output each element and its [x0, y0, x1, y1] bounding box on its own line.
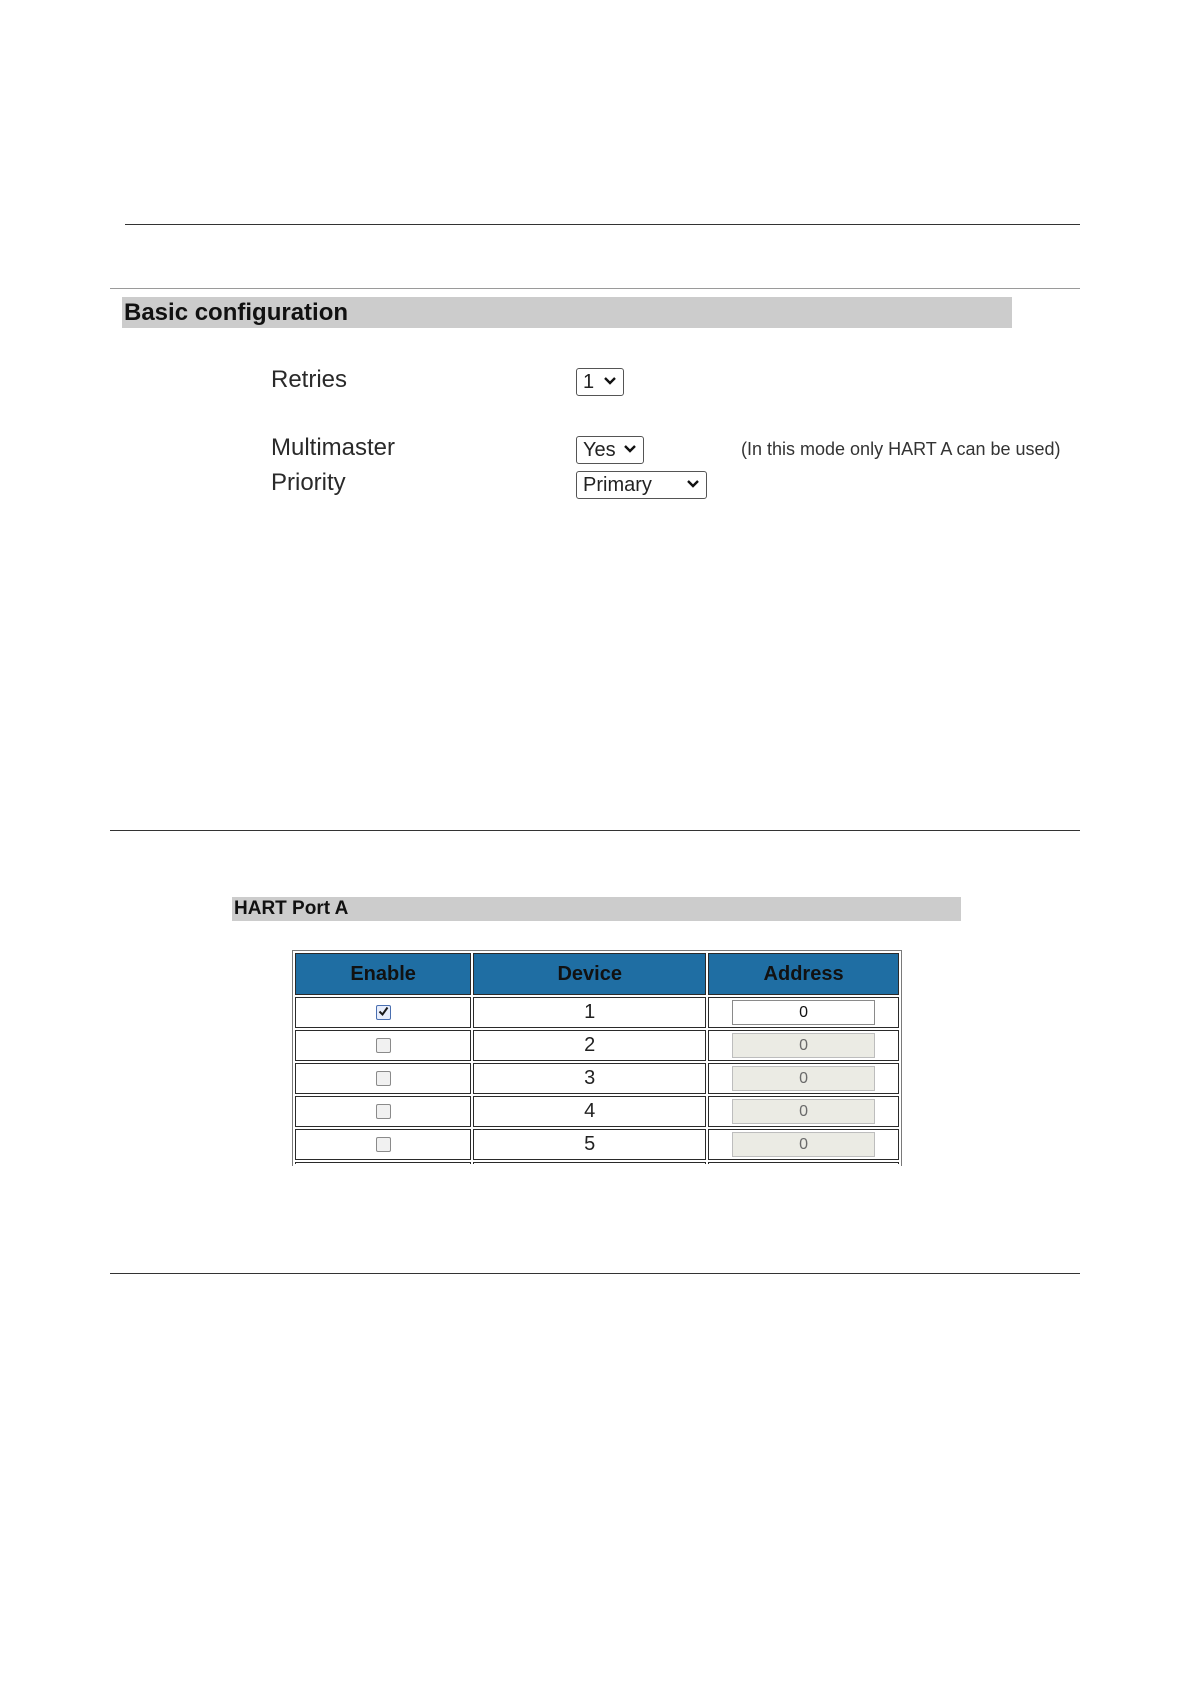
chevron-down-icon: [686, 478, 700, 490]
address-input: 0: [732, 1132, 875, 1157]
top-divider: [125, 224, 1080, 225]
device-cell: 2: [473, 1030, 706, 1061]
table-header-row: [295, 953, 899, 995]
enable-checkbox[interactable]: [376, 1137, 391, 1152]
column-header-device: Device: [473, 953, 706, 995]
chevron-down-icon: [603, 375, 617, 387]
chevron-down-icon: [623, 443, 637, 455]
section-divider-hart: [110, 830, 1080, 831]
enable-checkbox[interactable]: [376, 1005, 391, 1020]
retries-label: Retries: [271, 366, 348, 393]
device-cell: 1: [473, 997, 706, 1028]
device-cell: 4: [473, 1096, 706, 1127]
table-row-cut-off: [295, 1162, 899, 1164]
enable-cell: [295, 1030, 471, 1061]
enable-cell: [295, 1096, 471, 1127]
enable-cell: [295, 1063, 471, 1094]
multimaster-label: Multimaster: [271, 434, 396, 461]
address-input: 0: [732, 1066, 875, 1091]
column-header-enable: Enable: [295, 953, 471, 995]
device-cell: 5: [473, 1129, 706, 1160]
enable-cell: [295, 1162, 471, 1164]
priority-value: Primary: [583, 474, 652, 496]
basic-configuration-header: Basic configuration: [122, 297, 1012, 328]
check-icon: [378, 1006, 389, 1017]
table-row: [295, 1096, 899, 1127]
multimaster-note: (In this mode only HART A can be used): [741, 439, 1061, 459]
hart-port-a-table: [292, 950, 902, 1166]
enable-cell: [295, 997, 471, 1028]
table-row: [295, 997, 899, 1028]
priority-label: Priority: [271, 469, 346, 496]
address-input: 0: [732, 1033, 875, 1058]
enable-cell: [295, 1129, 471, 1160]
bottom-divider: [110, 1273, 1080, 1274]
table-row: [295, 1030, 899, 1061]
address-cell: [708, 1096, 899, 1127]
address-cell: [708, 1162, 899, 1164]
table-row: [295, 1063, 899, 1094]
enable-checkbox[interactable]: [376, 1104, 391, 1119]
address-cell: [708, 1129, 899, 1160]
address-cell: [708, 997, 899, 1028]
table-row: [295, 1129, 899, 1160]
hart-port-a-header: HART Port A: [232, 897, 961, 921]
column-header-address: Address: [708, 953, 899, 995]
enable-checkbox[interactable]: [376, 1071, 391, 1086]
address-input[interactable]: 0: [732, 1000, 875, 1025]
device-cell: 3: [473, 1063, 706, 1094]
address-input: 0: [732, 1099, 875, 1124]
device-cell: [473, 1162, 706, 1164]
priority-select[interactable]: [576, 471, 707, 499]
enable-checkbox[interactable]: [376, 1038, 391, 1053]
multimaster-value: Yes: [583, 439, 616, 461]
retries-select[interactable]: [576, 368, 624, 396]
section-divider-basic: [110, 288, 1080, 289]
address-cell: [708, 1063, 899, 1094]
multimaster-select[interactable]: [576, 436, 644, 464]
retries-value: 1: [583, 371, 595, 393]
address-cell: [708, 1030, 899, 1061]
